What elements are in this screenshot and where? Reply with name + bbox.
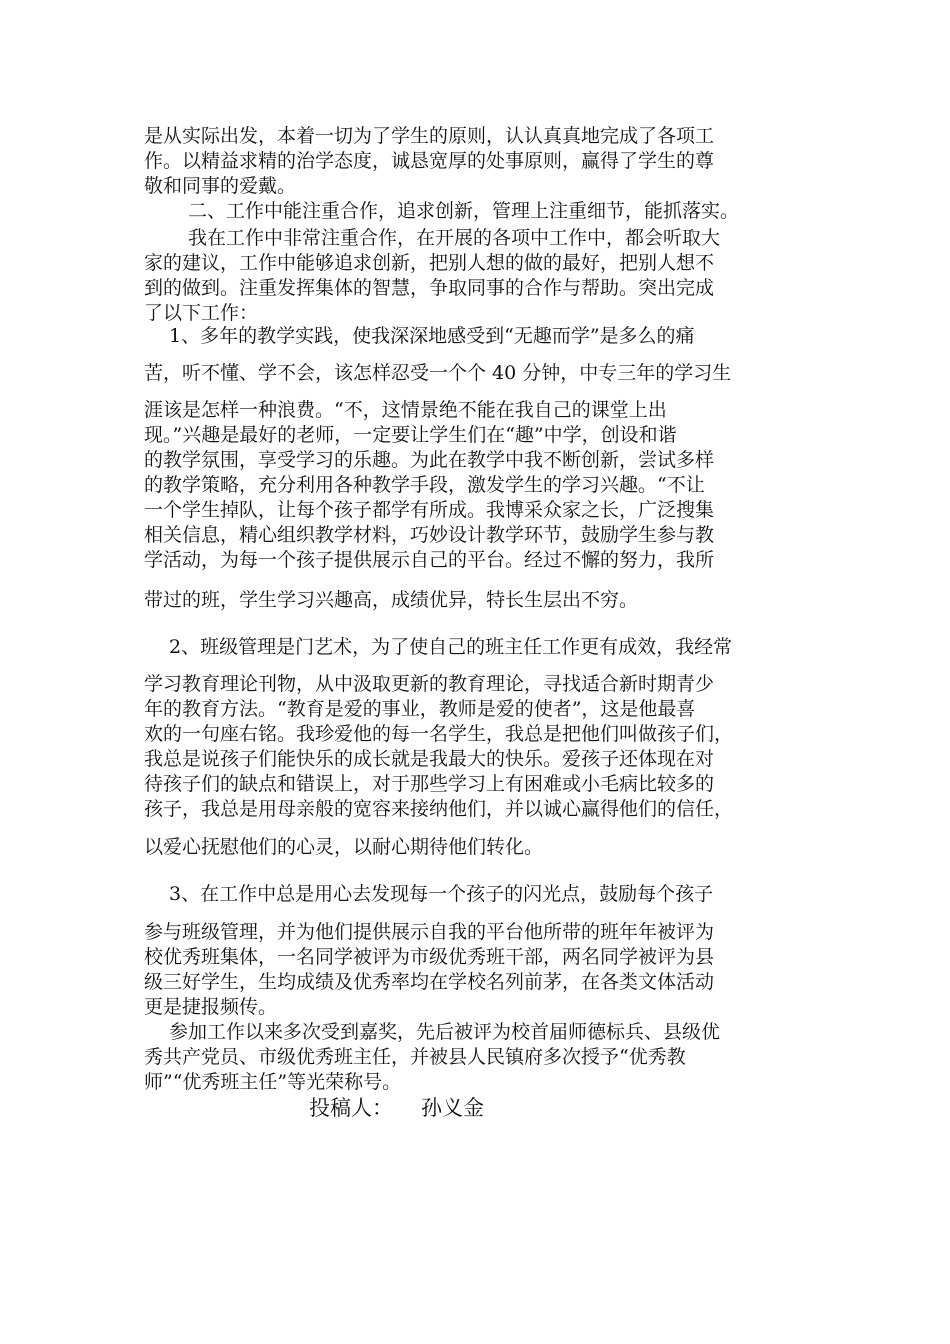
text-line: 级三好学生，生均成绩及优秀率均在学校名列前茅，在各类文体活动 xyxy=(144,971,715,993)
signature-name: 孙义金 xyxy=(421,1096,484,1120)
text-line: 师”“优秀班主任”等光荣称号。 xyxy=(144,1071,402,1093)
text-line: 现。”兴趣是最好的老师，一定要让学生们在“趣”中学，创设和谐 xyxy=(144,424,677,446)
text-line: 了以下工作： xyxy=(144,302,259,324)
text-line: 学习教育理论刊物，从中汲取更新的教育理论，寻找适合新时期青少 xyxy=(144,673,715,695)
section-heading: 二、工作中能注重合作，追求创新，管理上注重细节，能抓落实。 xyxy=(144,200,740,222)
text-line: 一个学生掉队，让每个孩子都学有所成。我博采众家之长，广泛搜集 xyxy=(144,499,715,521)
text-line: 带过的班，学生学习兴趣高，成绩优异，特长生层出不穷。 xyxy=(144,589,639,611)
text-line: 我在工作中非常注重合作，在开展的各项中工作中，都会听取大 xyxy=(144,227,721,249)
signature xyxy=(309,1094,484,1122)
text-line: 相关信息，精心组织教学材料，巧妙设计教学环节，鼓励学生参与教 xyxy=(144,524,715,546)
text-line: 待孩子们的缺点和错误上，对于那些学习上有困难或小毛病比较多的 xyxy=(144,773,715,795)
text-line: 参加工作以来多次受到嘉奖，先后被评为校首届师德标兵、县级优 xyxy=(144,1021,721,1043)
text-line: 1、多年的教学实践，使我深深地感受到“无趣而学”是多么的痛 xyxy=(144,325,695,347)
text-line: 的教学策略，充分利用各种教学手段，激发学生的学习兴趣。“不让 xyxy=(144,474,705,496)
text-line: 是从实际出发，本着一切为了学生的原则，认认真真地完成了各项工 xyxy=(144,125,715,147)
text-line: 2、班级管理是门艺术，为了使自己的班主任工作更有成效，我经常 xyxy=(144,636,733,658)
text-line: 孩子，我总是用母亲般的宽容来接纳他们，并以诚心赢得他们的信任， xyxy=(144,798,734,820)
text-line: 的教学氛围，享受学习的乐趣。为此在教学中我不断创新，尝试多样 xyxy=(144,449,715,471)
text-line: 年的教育方法。“教育是爱的事业，教师是爱的使者”，这是他最喜 xyxy=(144,698,696,720)
text-line: 作。以精益求精的治学态度，诚恳宽厚的处事原则，赢得了学生的尊 xyxy=(144,150,715,172)
signature-label: 投稿人： xyxy=(309,1096,393,1120)
text-line: 以爱心抚慰他们的心灵，以耐心期待他们转化。 xyxy=(144,836,544,858)
text-line: 更是捷报频传。 xyxy=(144,996,278,1018)
text-line: 家的建议，工作中能够追求创新，把别人想的做的最好，把别人想不 xyxy=(144,252,715,274)
text-line: 参与班级管理，并为他们提供展示自我的平台他所带的班年年被评为 xyxy=(144,921,715,943)
text-line: 3、在工作中总是用心去发现每一个孩子的闪光点，鼓励每个孩子 xyxy=(144,883,714,905)
text-line: 我总是说孩子们能快乐的成长就是我最大的快乐。爱孩子还体现在对 xyxy=(144,748,715,770)
text-line: 欢的一句座右铭。我珍爱他的每一名学生，我总是把他们叫做孩子们， xyxy=(144,723,734,745)
text-line: 秀共产党员、市级优秀班主任，并被县人民镇府多次授予“优秀教 xyxy=(144,1046,686,1068)
text-line: 涯该是怎样一种浪费。“不，这情景绝不能在我自己的课堂上出 xyxy=(144,399,667,421)
text-line: 校优秀班集体，一名同学被评为市级优秀班干部，两名同学被评为县 xyxy=(144,946,715,968)
text-line: 敬和同事的爱戴。 xyxy=(144,175,297,197)
text-line: 苦，听不懂、学不会，该怎样忍受一个个 40 分钟，中专三年的学习生 xyxy=(144,362,732,384)
text-line: 到的做到。注重发挥集体的智慧，争取同事的合作与帮助。突出完成 xyxy=(144,277,715,299)
text-line: 学活动，为每一个孩子提供展示自己的平台。经过不懈的努力，我所 xyxy=(144,549,715,571)
